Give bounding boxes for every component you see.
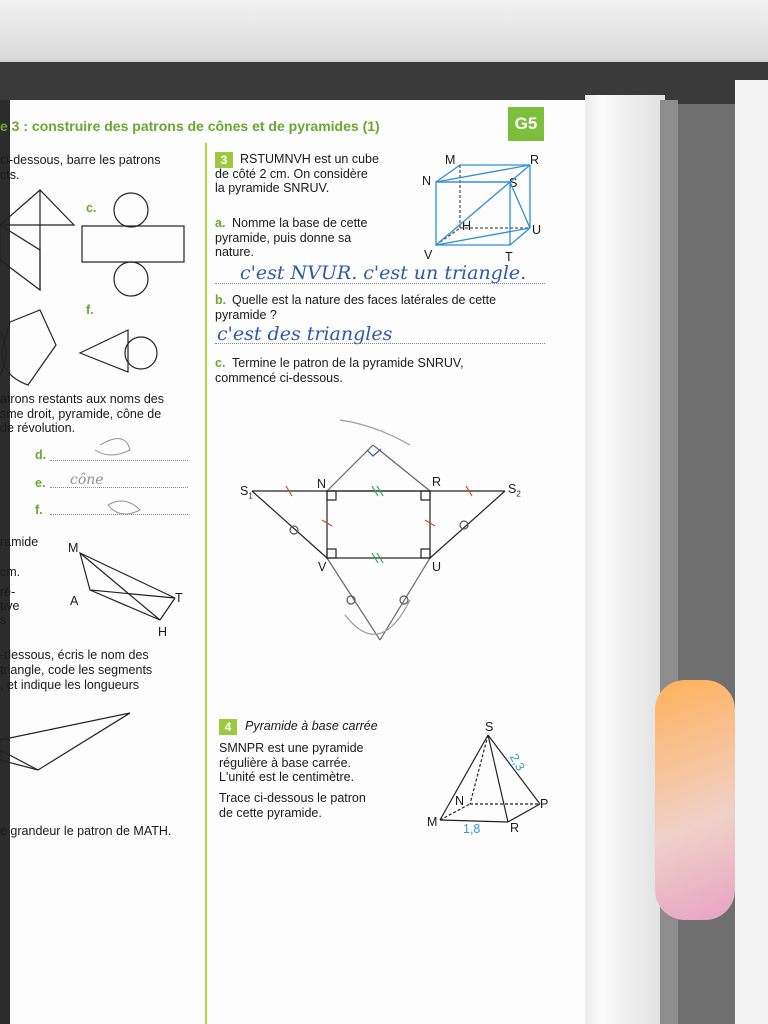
ex4-dim-base: 1,8	[463, 822, 481, 836]
edge-MR	[440, 820, 508, 822]
pyramid-edge-AH	[90, 590, 160, 620]
ex3-line-1: RSTUMNVH est un cube	[240, 152, 379, 166]
exercise-4-number: 4	[219, 719, 237, 735]
label-f2: f.	[35, 503, 43, 517]
ex4-label-R: R	[510, 821, 520, 835]
square-pyramid-figure	[440, 735, 540, 822]
ex3-a-line-1: Nomme la base de cette	[232, 216, 368, 230]
handwritten-e: cône	[70, 472, 104, 488]
names-line-2: sme droit, pyramide, cône de	[0, 407, 162, 421]
left-nets	[0, 190, 184, 770]
exercise-3-number: 3	[215, 152, 233, 168]
right-angle-V	[327, 549, 336, 558]
question-line-2: triangle, code les segments	[0, 663, 153, 677]
pyramid-text-4: tive	[0, 599, 20, 613]
ex3-b-line-2: pyramide ?	[215, 308, 277, 322]
cube-edge-SU	[510, 182, 530, 228]
apex-mark	[367, 449, 381, 456]
net-edge-S1V	[252, 491, 327, 558]
ex3-a-label: a.	[215, 216, 226, 230]
pyramid-text-2: cm.	[0, 565, 21, 579]
triangle-fig	[0, 713, 130, 770]
ex3-line-3: la pyramide SNRUV.	[215, 181, 330, 195]
fig-label-H: H	[158, 625, 168, 639]
ex3-c-line-2: commencé ci-dessous.	[215, 371, 343, 385]
ex3-c-label: c.	[215, 356, 226, 370]
net-label-N: N	[317, 477, 327, 491]
handwritten-marks	[95, 439, 140, 514]
ex4-label-M: M	[427, 815, 438, 829]
names-line-1: atrons restants aux noms des	[0, 392, 164, 406]
cube-label-S: S	[509, 176, 518, 190]
fig-label-M: M	[68, 541, 79, 555]
ex4-line-1: SMNPR est une pyramide	[219, 741, 364, 755]
net-label-S2-text: S	[508, 482, 517, 496]
label-c: c.	[86, 201, 97, 215]
ex3-b-answer: c'est des triangles	[217, 323, 393, 345]
cone-net	[2, 310, 56, 385]
ex3-a-line-2: pyramide, puis donne sa	[215, 231, 352, 245]
bottom-line: e grandeur le patron de MATH.	[0, 824, 172, 838]
label-f: f.	[86, 303, 94, 317]
net-label-U: U	[432, 560, 442, 574]
pyramid-text-3: ré-	[0, 585, 16, 599]
pencil-mark-d	[95, 439, 130, 455]
mark-S1V	[290, 526, 298, 534]
page-title: e 3 : construire des patrons de cônes et de pyramides (1)	[0, 118, 380, 134]
net-label-S1-text: S	[240, 484, 249, 498]
pencil-mark-f	[108, 501, 140, 514]
net-edge-down-V	[327, 558, 380, 640]
ex4-line-3: L'unité est le centimètre.	[219, 770, 355, 784]
net-triangle-top	[0, 190, 74, 225]
question-line-1: -dessous, écris le nom des	[0, 648, 149, 662]
pyramid-net	[252, 420, 505, 640]
ex4-title: Pyramide à base carrée	[245, 719, 378, 733]
ex3-a-answer: c'est NVUR. c'est un triangle.	[240, 262, 527, 284]
right-angle-N	[327, 491, 336, 500]
ex3-line-2: de côté 2 cm. On considère	[215, 167, 368, 181]
pyramid-edge-HT	[160, 598, 175, 620]
pyramid-net-circle	[125, 337, 157, 369]
fig-label-A: A	[70, 594, 79, 608]
net-base-square	[327, 491, 430, 558]
ex4-label-S: S	[485, 720, 494, 734]
edge-RP	[508, 804, 540, 822]
ex3-c-line-1: Termine le patron de la pyramide SNRUV,	[232, 356, 464, 370]
cylinder-circle-bottom	[114, 262, 148, 296]
chapter-badge: G5	[508, 107, 544, 141]
net-label-S2-sub: 2	[516, 489, 521, 499]
ex3-b-line-1: Quelle est la nature des faces latérales de cette	[232, 293, 497, 307]
net-quad	[0, 225, 40, 290]
cube-label-R: R	[530, 153, 540, 167]
edge-SN	[470, 735, 488, 804]
cube-figure	[436, 165, 530, 245]
question-line-3: , et indique les longueurs	[0, 678, 139, 692]
cube-label-N: N	[422, 174, 432, 188]
cube-label-T: T	[505, 250, 513, 264]
label-d: d.	[35, 448, 47, 462]
ex4-label-P: P	[540, 797, 549, 811]
ex4-line-2: régulière à base carrée.	[219, 756, 352, 770]
net-edge-down-U	[380, 558, 430, 640]
ex3-b-label: b.	[215, 293, 227, 307]
cube-label-H: H	[462, 219, 472, 233]
cube-label-U: U	[532, 223, 542, 237]
names-line-3: de révolution.	[0, 421, 76, 435]
ex4-line-5: de cette pyramide.	[219, 806, 322, 820]
pyramid-edge-MH	[80, 553, 160, 620]
ex4-label-N: N	[455, 794, 465, 808]
cylinder-circle-top	[114, 193, 148, 227]
ex3-a-line-3: nature.	[215, 245, 254, 259]
net-label-V: V	[318, 560, 327, 574]
compass-arc-top	[340, 420, 410, 445]
intro-line-1: ci-dessous, barre les patrons	[0, 153, 161, 167]
pyramid-net-triangle	[80, 330, 128, 372]
net-label-R: R	[432, 475, 442, 489]
cube-diag-NR	[436, 165, 530, 182]
net-label-S1-sub: 1	[248, 491, 253, 501]
right-angle-R	[421, 491, 430, 500]
ex4-line-4: Trace ci-dessous le patron	[219, 791, 366, 805]
cube-diag-VS	[436, 182, 510, 245]
pyramid-text-1: ramide	[0, 535, 39, 549]
cube-label-M: M	[445, 153, 456, 167]
net-edge-up-N	[327, 445, 373, 491]
label-e: e.	[35, 476, 46, 490]
intro-line-2: cts.	[0, 168, 20, 182]
cylinder-rectangle	[82, 226, 184, 262]
cube-diag-VU	[436, 228, 530, 245]
cube-label-V: V	[424, 248, 433, 262]
ex4-dim-edge: 2,3	[506, 751, 528, 774]
right-angle-U	[421, 549, 430, 558]
pyramid-text-5: s	[0, 613, 7, 627]
net-edge-up-R	[373, 445, 430, 491]
compass-arc-bottom	[345, 600, 410, 634]
fig-label-T: T	[175, 591, 183, 605]
triangle-edge	[0, 750, 38, 770]
